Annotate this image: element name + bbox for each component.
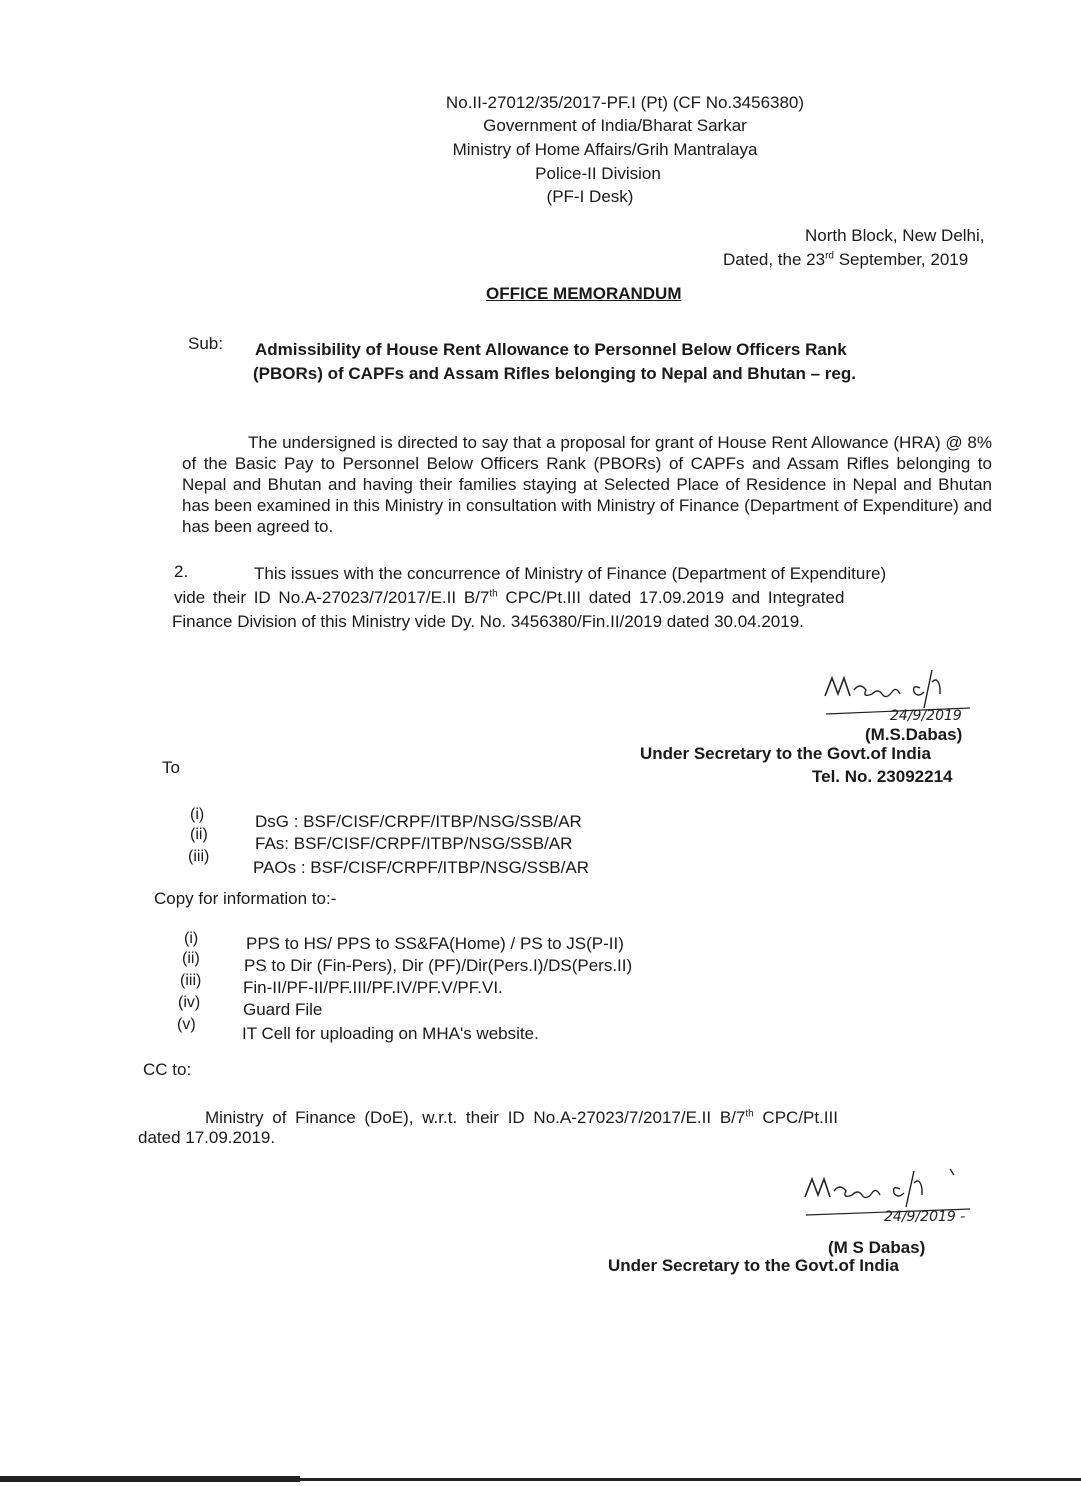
to-item-number: (iii) — [188, 848, 210, 865]
copy-item-number: (iv) — [178, 994, 201, 1011]
subject-label: Sub: — [188, 334, 223, 353]
date-line — [723, 250, 968, 270]
government-name: Government of India/Bharat Sarkar — [483, 116, 747, 135]
paragraph-2-line-3: Finance Division of this Ministry vide Dy. No. 3456380/Fin.II/2019 dated 30.04.2019. — [172, 612, 804, 631]
cc-line-1-b: CPC/Pt.III — [753, 1108, 838, 1127]
signature-2-date: 24/9/2019 - — [884, 1209, 966, 1225]
subject-line-1: Admissibility of House Rent Allowance to Personnel Below Officers Rank — [255, 340, 847, 359]
place: North Block, New Delhi, — [805, 226, 985, 245]
copy-label: Copy for information to:- — [154, 889, 337, 908]
ministry-name: Ministry of Home Affairs/Grih Mantralaya — [452, 140, 758, 159]
cc-line-1-a: Ministry of Finance (DoE), w.r.t. their ID No.A-27023/7/2017/E.II B/7 — [205, 1108, 746, 1127]
handwritten-signature-2 — [800, 1165, 1010, 1227]
cc-line-1-sup: th — [745, 1108, 754, 1120]
desk-name: (PF-I Desk) — [546, 187, 634, 206]
subject-line-2: (PBORs) of CAPFs and Assam Rifles belonging to Nepal and Bhutan – reg. — [253, 364, 856, 383]
signature-1-date: 24/9/2019 — [890, 708, 962, 724]
to-item: FAs: BSF/CISF/CRPF/ITBP/NSG/SSB/AR — [255, 834, 573, 853]
cc-line-1 — [205, 1108, 838, 1128]
copy-item: IT Cell for uploading on MHA's website. — [242, 1024, 539, 1043]
copy-item: Fin-II/PF-II/PF.III/PF.IV/PF.V/PF.VI. — [243, 978, 503, 997]
cc-line-2: dated 17.09.2019. — [138, 1128, 276, 1147]
scan-bottom-left-edge — [0, 1476, 300, 1482]
paragraph-2-line-2-sup: th — [489, 588, 498, 600]
signatory-2-designation: Under Secretary to the Govt.of India — [608, 1256, 899, 1275]
division-name: Police-II Division — [535, 164, 661, 183]
copy-item: PS to Dir (Fin-Pers), Dir (PF)/Dir(Pers.I)/DS(Pers.II) — [244, 956, 633, 975]
copy-item-number: (ii) — [182, 950, 200, 967]
reference-number: No.II-27012/35/2017-PF.I (Pt) (CF No.3456380) — [445, 93, 805, 112]
signatory-1-designation: Under Secretary to the Govt.of India — [640, 744, 931, 763]
date-suffix-sup: rd — [825, 250, 834, 262]
to-item-number: (ii) — [190, 826, 208, 843]
date-prefix: Dated, the 23 — [723, 250, 826, 269]
copy-item-number: (v) — [177, 1016, 196, 1033]
paragraph-2-line-2-b: CPC/Pt.III dated 17.09.2019 and Integrated — [497, 588, 845, 607]
copy-item: Guard File — [243, 1000, 323, 1019]
handwritten-signature-1 — [820, 668, 990, 728]
copy-item-number: (i) — [184, 930, 199, 947]
to-item: PAOs : BSF/CISF/CRPF/ITBP/NSG/SSB/AR — [253, 858, 589, 877]
copy-item: PPS to HS/ PPS to SS&FA(Home) / PS to JS(P-II) — [246, 934, 624, 953]
date-suffix: September, 2019 — [833, 250, 969, 269]
signatory-1-name: (M.S.Dabas) — [865, 725, 963, 744]
paragraph-2-number: 2. — [174, 562, 189, 581]
signatory-2-name: (M S Dabas) — [828, 1238, 926, 1257]
copy-item-number: (iii) — [180, 972, 202, 989]
to-item: DsG : BSF/CISF/CRPF/ITBP/NSG/SSB/AR — [255, 812, 582, 831]
paragraph-1: The undersigned is directed to say that a proposal for grant of House Rent Allowance (HRA) @ 8% of the Basic Pay to Personnel Below Officers Rank (PBORs) of CAPFs and Assam Rifles belonging to Nepal and Bhutan and having their families staying at Selected Place of Residence in Nepal and Bhutan has been examined in this Ministry in consultation with Ministry of Finance (Department of Expenditure) and has been agreed to. — [182, 433, 992, 536]
memorandum-title: OFFICE MEMORANDUM — [486, 284, 682, 303]
cc-label: CC to: — [143, 1060, 192, 1079]
signatory-1-telephone: Tel. No. 23092214 — [812, 767, 953, 786]
to-label: To — [162, 758, 180, 777]
paragraph-2-line-2-a: vide their ID No.A-27023/7/2017/E.II B/7 — [174, 588, 490, 607]
paragraph-2-line-2 — [174, 588, 844, 608]
paragraph-2-line-1: This issues with the concurrence of Ministry of Finance (Department of Expenditure) — [254, 564, 887, 583]
to-item-number: (i) — [190, 806, 205, 823]
